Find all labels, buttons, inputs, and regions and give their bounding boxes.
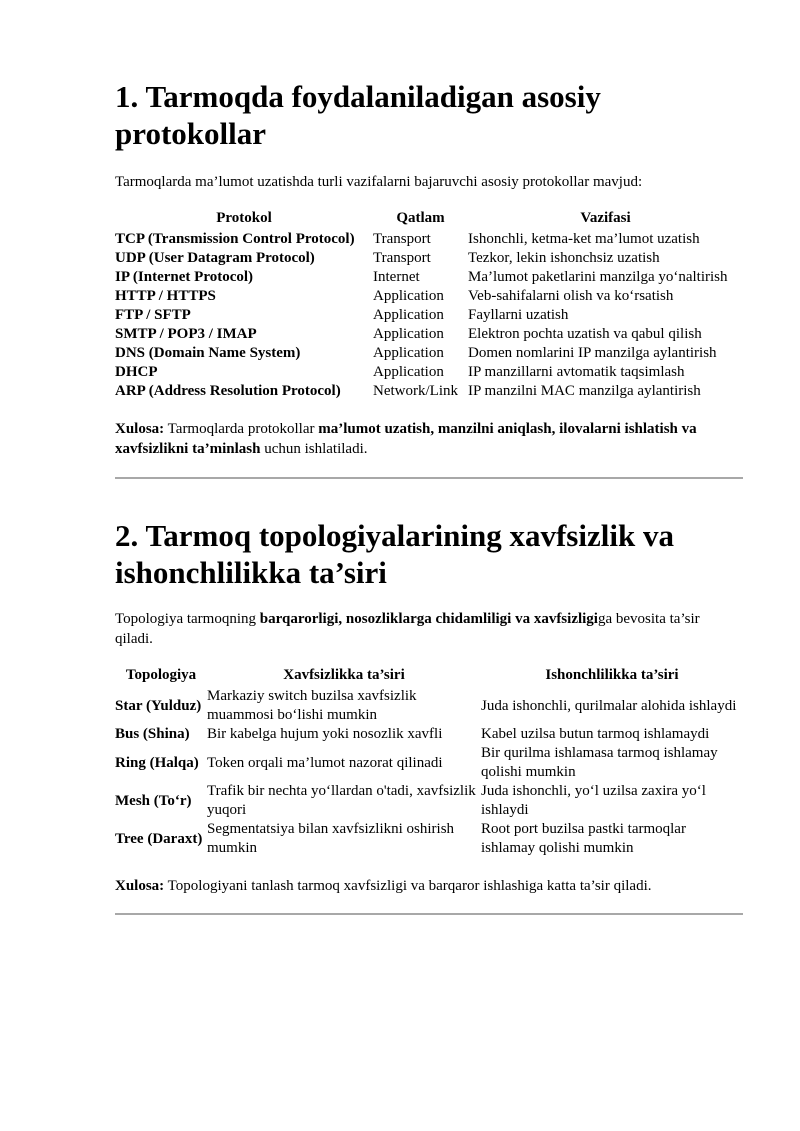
topology-cell: Ring (Halqa) (115, 754, 199, 771)
function-cell: Fayllarni uzatish (468, 307, 569, 323)
section-1-summary (115, 419, 743, 459)
intro-text-pre: Topologiya tarmoqning (115, 611, 260, 627)
layer-cell: Transport (373, 231, 431, 247)
function-cell: IP manzilni MAC manzilga aylantirish (468, 383, 701, 399)
reliability-cell: Bir qurilma ishlamasa tarmoq ishlamay qolishi mumkin (481, 745, 718, 780)
function-cell: Ma’lumot paketlarini manzilga yo‘naltirish (468, 269, 728, 285)
layer-cell: Internet (373, 269, 420, 285)
column-header-security: Xavfsizlikka ta’siri (283, 667, 405, 683)
protocol-cell: SMTP / POP3 / IMAP (115, 326, 257, 342)
table-row (115, 287, 743, 306)
column-header-reliability: Ishonchlilikka ta’siri (545, 667, 679, 683)
reliability-cell: Juda ishonchli, yo‘l uzilsa zaxira yo‘l ishlaydi (481, 783, 706, 818)
protocol-cell: IP (Internet Protocol) (115, 269, 254, 285)
table-row (115, 344, 743, 363)
column-header-layer: Qatlam (396, 210, 445, 226)
summary-text-post: uchun ishlatiladi. (260, 441, 368, 457)
topology-cell: Mesh (To‘r) (115, 792, 192, 809)
layer-cell: Application (373, 288, 444, 304)
layer-cell: Application (373, 345, 444, 361)
column-header-topology: Topologiya (125, 667, 197, 683)
reliability-cell: Kabel uzilsa butun tarmoq ishlamaydi (481, 726, 710, 742)
intro-text-post: ga bevosita ta’sir qiladi. (115, 611, 700, 647)
section-divider (115, 477, 743, 479)
protocol-cell: TCP (Transmission Control Protocol) (115, 231, 355, 247)
table-row (115, 782, 743, 820)
table-row (115, 249, 743, 268)
protocol-cell: DNS (Domain Name System) (115, 345, 301, 361)
protocol-cell: HTTP / HTTPS (115, 288, 216, 304)
table-row (115, 382, 743, 401)
summary-label: Xulosa: (115, 421, 165, 437)
document-content (115, 78, 743, 915)
table-row (115, 325, 743, 344)
column-header-function: Vazifasi (580, 210, 631, 226)
topology-cell: Star (Yulduz) (115, 697, 202, 714)
section-2-title: 2. Tarmoq topologiyalarining xavfsizlik va ishonchlilikka ta’siri (115, 518, 674, 590)
reliability-cell: Root port buzilsa pastki tarmoqlar ishlamay qolishi mumkin (481, 821, 686, 856)
security-cell: Token orqali ma’lumot nazorat qilinadi (207, 754, 443, 771)
security-cell: Trafik bir nechta yo‘llardan o'tadi, xavfsizlik yuqori (207, 783, 476, 818)
function-cell: Veb-sahifalarni olish va ko‘rsatish (468, 288, 674, 304)
security-cell: Segmentatsiya bilan xavfsizlikni oshirish mumkin (207, 821, 455, 856)
table-row (115, 744, 743, 782)
function-cell: Domen nomlarini IP manzilga aylantirish (468, 345, 717, 361)
topologies-table (115, 666, 743, 858)
protocol-cell: DHCP (115, 364, 158, 380)
summary-text-pre: Tarmoqlarda protokollar (164, 421, 319, 437)
table-row (115, 820, 743, 858)
topology-cell: Tree (Daraxt) (115, 830, 203, 847)
function-cell: IP manzillarni avtomatik taqsimlash (468, 364, 685, 380)
layer-cell: Network/Link (373, 383, 458, 399)
table-row (115, 306, 743, 325)
topology-cell: Bus (Shina) (115, 726, 190, 742)
section-2-summary (115, 876, 743, 896)
section-1-title: 1. Tarmoqda foydalaniladigan asosiy protokollar (115, 79, 601, 151)
summary-text-bold: ma’lumot uzatish, manzilni aniqlash, ilovalarni ishlatish va xavfsizlikni ta’minlash (115, 421, 697, 457)
layer-cell: Transport (373, 250, 431, 266)
layer-cell: Application (373, 307, 444, 323)
table-header-row (115, 666, 743, 687)
table-header-row (115, 209, 743, 230)
protocol-cell: ARP (Address Resolution Protocol) (115, 383, 341, 399)
section-divider (115, 913, 743, 915)
function-cell: Tezkor, lekin ishonchsiz uzatish (468, 250, 660, 266)
security-cell: Markaziy switch buzilsa xavfsizlik muammosi bo‘lishi mumkin (207, 688, 417, 723)
intro-text-bold: barqarorligi, nosozliklarga chidamliligi va xavfsizligi (259, 611, 598, 627)
column-header-protocol: Protokol (216, 210, 272, 226)
summary-text: Topologiyani tanlash tarmoq xavfsizligi va barqaror ishlashiga katta ta’sir qiladi. (164, 878, 652, 894)
section-1-intro: Tarmoqlarda ma’lumot uzatishda turli vazifalarni bajaruvchi asosiy protokollar mavjud: (115, 174, 643, 190)
table-row (115, 268, 743, 287)
protocol-cell: UDP (User Datagram Protocol) (115, 250, 315, 266)
layer-cell: Application (373, 364, 444, 380)
layer-cell: Application (373, 326, 444, 342)
section-2-intro (115, 609, 725, 649)
summary-label: Xulosa: (115, 878, 165, 894)
table-row (115, 725, 743, 744)
table-row (115, 687, 743, 725)
table-row (115, 230, 743, 249)
protocol-cell: FTP / SFTP (115, 307, 191, 323)
table-row (115, 363, 743, 382)
function-cell: Elektron pochta uzatish va qabul qilish (468, 326, 702, 342)
function-cell: Ishonchli, ketma-ket ma’lumot uzatish (468, 231, 700, 247)
protocols-table (115, 209, 743, 401)
reliability-cell: Juda ishonchli, qurilmalar alohida ishlaydi (481, 697, 737, 714)
security-cell: Bir kabelga hujum yoki nosozlik xavfli (207, 726, 443, 742)
